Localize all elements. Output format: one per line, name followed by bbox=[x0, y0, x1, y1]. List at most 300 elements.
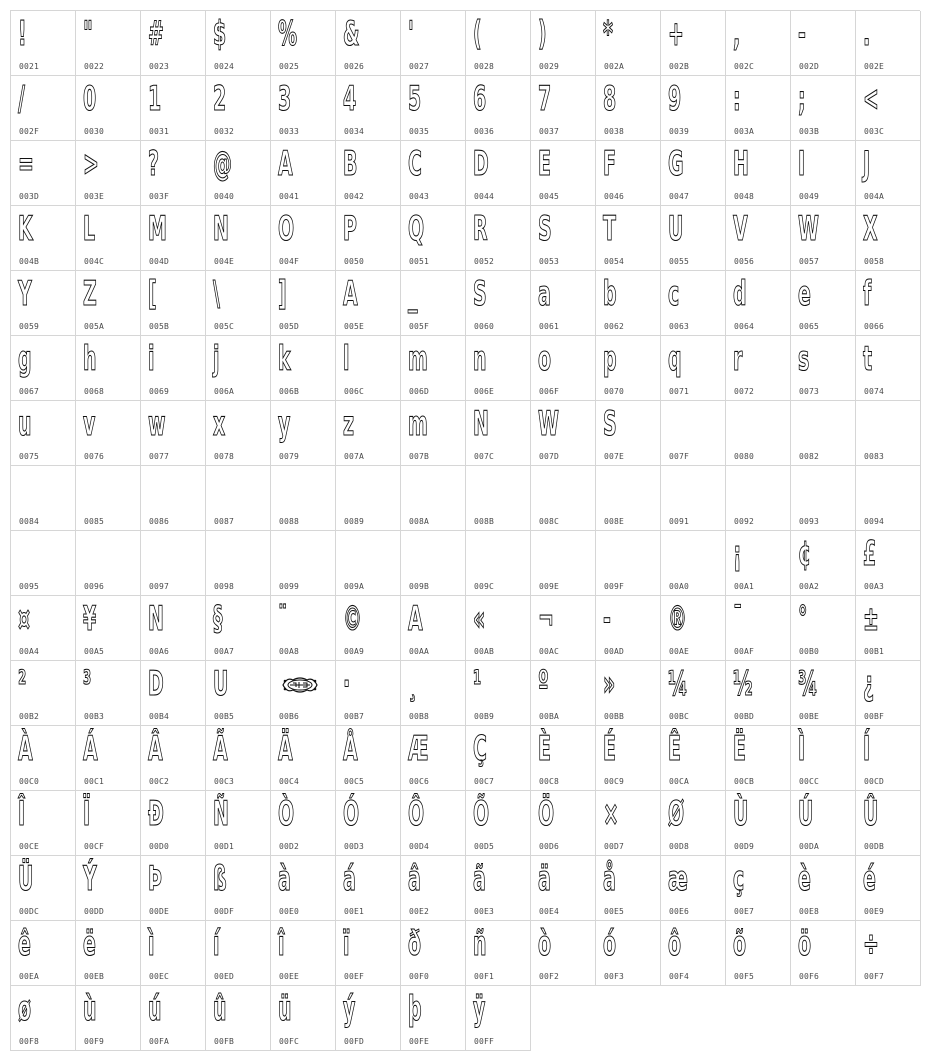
glyph-sample: J bbox=[863, 144, 871, 184]
glyph-sample: © bbox=[343, 599, 362, 639]
glyph-cell[interactable] bbox=[466, 661, 531, 726]
glyph-cell[interactable] bbox=[336, 76, 401, 141]
glyph-cell[interactable] bbox=[336, 661, 401, 726]
glyph-cell[interactable] bbox=[466, 11, 531, 76]
glyph-cell[interactable] bbox=[791, 76, 856, 141]
glyph-cell[interactable] bbox=[271, 661, 336, 726]
glyph-code-label: 0051 bbox=[409, 257, 430, 266]
glyph-cell[interactable] bbox=[531, 466, 596, 531]
glyph-cell[interactable] bbox=[466, 466, 531, 531]
glyph-cell[interactable] bbox=[206, 11, 271, 76]
glyph-cell[interactable] bbox=[206, 206, 271, 271]
glyph-cell[interactable] bbox=[531, 336, 596, 401]
glyph-cell[interactable] bbox=[141, 986, 206, 1051]
glyph-code-label: 006F bbox=[539, 387, 560, 396]
glyph-cell[interactable] bbox=[336, 596, 401, 661]
glyph-sample: á bbox=[343, 859, 356, 899]
glyph-cell[interactable] bbox=[11, 791, 76, 856]
glyph-cell[interactable] bbox=[271, 466, 336, 531]
glyph-cell[interactable] bbox=[336, 921, 401, 986]
glyph-cell[interactable] bbox=[206, 466, 271, 531]
glyph-code-label: 00EC bbox=[149, 972, 170, 981]
glyph-cell[interactable] bbox=[726, 336, 791, 401]
glyph-code-label: 00E7 bbox=[734, 907, 755, 916]
glyph-cell[interactable] bbox=[726, 401, 791, 466]
glyph-cell[interactable] bbox=[661, 466, 726, 531]
glyph-cell[interactable] bbox=[401, 11, 466, 76]
glyph-cell[interactable] bbox=[596, 336, 661, 401]
glyph-code-label: 00A5 bbox=[84, 647, 105, 656]
glyph-cell[interactable] bbox=[401, 986, 466, 1051]
glyph-cell[interactable] bbox=[531, 271, 596, 336]
glyph-cell[interactable] bbox=[531, 141, 596, 206]
glyph-cell[interactable] bbox=[856, 921, 921, 986]
glyph-cell[interactable] bbox=[661, 661, 726, 726]
glyph-cell[interactable] bbox=[596, 791, 661, 856]
glyph-cell[interactable] bbox=[856, 531, 921, 596]
glyph-cell[interactable] bbox=[271, 271, 336, 336]
glyph-code-label: 009F bbox=[604, 582, 625, 591]
glyph-cell[interactable] bbox=[336, 271, 401, 336]
glyph-cell[interactable] bbox=[661, 11, 726, 76]
glyph-cell[interactable] bbox=[596, 141, 661, 206]
glyph-cell[interactable] bbox=[76, 466, 141, 531]
glyph-cell[interactable] bbox=[401, 401, 466, 466]
glyph-cell[interactable] bbox=[726, 856, 791, 921]
glyph-code-label: 0045 bbox=[539, 192, 560, 201]
glyph-cell[interactable] bbox=[401, 531, 466, 596]
glyph-cell[interactable] bbox=[791, 466, 856, 531]
glyph-sample: û bbox=[213, 989, 227, 1029]
glyph-code-label: 0021 bbox=[19, 62, 40, 71]
glyph-cell[interactable] bbox=[11, 11, 76, 76]
glyph-cell[interactable] bbox=[336, 531, 401, 596]
glyph-code-label: 007F bbox=[669, 452, 690, 461]
glyph-cell[interactable] bbox=[76, 791, 141, 856]
glyph-cell[interactable] bbox=[76, 661, 141, 726]
glyph-sample: ¾ bbox=[798, 664, 818, 704]
glyph-cell[interactable] bbox=[11, 856, 76, 921]
glyph-cell[interactable] bbox=[856, 596, 921, 661]
glyph-cell[interactable] bbox=[11, 661, 76, 726]
glyph-cell[interactable] bbox=[336, 141, 401, 206]
glyph-code-label: 009E bbox=[539, 582, 560, 591]
glyph-cell[interactable] bbox=[856, 11, 921, 76]
glyph-cell[interactable] bbox=[271, 11, 336, 76]
glyph-cell[interactable] bbox=[596, 921, 661, 986]
glyph-cell[interactable] bbox=[531, 76, 596, 141]
glyph-cell[interactable] bbox=[141, 11, 206, 76]
glyph-cell[interactable] bbox=[856, 336, 921, 401]
glyph-cell[interactable] bbox=[726, 596, 791, 661]
glyph-cell[interactable] bbox=[11, 271, 76, 336]
glyph-cell[interactable] bbox=[11, 206, 76, 271]
glyph-cell[interactable] bbox=[76, 986, 141, 1051]
glyph-cell[interactable] bbox=[596, 661, 661, 726]
glyph-code-label: 0044 bbox=[474, 192, 495, 201]
glyph-sample: î bbox=[278, 924, 285, 964]
glyph-cell[interactable] bbox=[11, 531, 76, 596]
glyph-cell[interactable] bbox=[466, 531, 531, 596]
glyph-cell[interactable] bbox=[466, 141, 531, 206]
glyph-cell[interactable] bbox=[141, 141, 206, 206]
glyph-cell[interactable] bbox=[11, 596, 76, 661]
glyph-code-label: 00E5 bbox=[604, 907, 625, 916]
glyph-code-label: 00F3 bbox=[604, 972, 625, 981]
glyph-cell[interactable] bbox=[661, 856, 726, 921]
glyph-cell[interactable] bbox=[661, 531, 726, 596]
glyph-cell[interactable] bbox=[726, 76, 791, 141]
glyph-cell[interactable] bbox=[466, 206, 531, 271]
glyph-cell[interactable] bbox=[726, 466, 791, 531]
glyph-cell[interactable] bbox=[206, 531, 271, 596]
glyph-cell[interactable] bbox=[661, 271, 726, 336]
glyph-cell[interactable] bbox=[141, 76, 206, 141]
glyph-sample: Ï bbox=[83, 794, 91, 834]
glyph-cell[interactable] bbox=[531, 921, 596, 986]
glyph-cell[interactable] bbox=[401, 856, 466, 921]
glyph-cell[interactable] bbox=[531, 856, 596, 921]
glyph-cell[interactable] bbox=[856, 401, 921, 466]
glyph-cell[interactable] bbox=[596, 856, 661, 921]
glyph-sample: ( bbox=[473, 14, 482, 54]
glyph-cell[interactable] bbox=[206, 856, 271, 921]
glyph-code-label: 00AB bbox=[474, 647, 495, 656]
glyph-cell[interactable] bbox=[531, 11, 596, 76]
glyph-cell[interactable] bbox=[271, 76, 336, 141]
glyph-sample: X bbox=[863, 209, 878, 249]
glyph-cell[interactable] bbox=[76, 531, 141, 596]
glyph-cell[interactable] bbox=[791, 271, 856, 336]
glyph-cell[interactable] bbox=[466, 791, 531, 856]
glyph-cell[interactable] bbox=[466, 856, 531, 921]
glyph-cell[interactable] bbox=[596, 11, 661, 76]
glyph-code-label: 008E bbox=[604, 517, 625, 526]
glyph-cell[interactable] bbox=[531, 531, 596, 596]
glyph-cell[interactable] bbox=[76, 11, 141, 76]
glyph-cell[interactable] bbox=[466, 76, 531, 141]
glyph-code-label: 003A bbox=[734, 127, 755, 136]
glyph-sample: w bbox=[148, 404, 166, 444]
glyph-cell[interactable] bbox=[531, 206, 596, 271]
glyph-sample: 2 bbox=[213, 79, 227, 119]
glyph-cell[interactable] bbox=[661, 921, 726, 986]
glyph-cell[interactable] bbox=[726, 141, 791, 206]
glyph-cell[interactable] bbox=[401, 76, 466, 141]
glyph-code-label: 006B bbox=[279, 387, 300, 396]
glyph-code-label: 0037 bbox=[539, 127, 560, 136]
glyph-sample: S bbox=[603, 404, 617, 444]
glyph-cell[interactable] bbox=[661, 76, 726, 141]
glyph-sample: x bbox=[213, 404, 226, 444]
glyph-cell[interactable] bbox=[726, 271, 791, 336]
glyph-cell[interactable] bbox=[661, 726, 726, 791]
glyph-sample: ä bbox=[538, 859, 551, 899]
glyph-code-label: 00F8 bbox=[19, 1037, 40, 1046]
glyph-code-label: 0041 bbox=[279, 192, 300, 201]
glyph-cell[interactable] bbox=[141, 661, 206, 726]
glyph-code-label: 00E8 bbox=[799, 907, 820, 916]
glyph-cell[interactable] bbox=[791, 336, 856, 401]
glyph-cell[interactable] bbox=[271, 336, 336, 401]
glyph-cell[interactable] bbox=[271, 596, 336, 661]
glyph-cell[interactable] bbox=[726, 726, 791, 791]
glyph-cell[interactable] bbox=[76, 76, 141, 141]
glyph-cell[interactable] bbox=[206, 661, 271, 726]
glyph-cell[interactable] bbox=[336, 986, 401, 1051]
glyph-sample: g bbox=[18, 339, 32, 379]
glyph-cell[interactable] bbox=[726, 791, 791, 856]
glyph-cell[interactable] bbox=[661, 336, 726, 401]
glyph-sample: ! bbox=[18, 14, 27, 54]
glyph-code-label: 0073 bbox=[799, 387, 820, 396]
glyph-cell[interactable] bbox=[141, 921, 206, 986]
glyph-sample: 4 bbox=[343, 79, 357, 119]
glyph-cell[interactable] bbox=[206, 986, 271, 1051]
glyph-code-label: 0072 bbox=[734, 387, 755, 396]
glyph-cell[interactable] bbox=[791, 791, 856, 856]
glyph-cell[interactable] bbox=[206, 726, 271, 791]
glyph-code-label: 00D3 bbox=[344, 842, 365, 851]
glyph-cell[interactable] bbox=[11, 336, 76, 401]
glyph-code-label: 007D bbox=[539, 452, 560, 461]
glyph-sample: _ bbox=[408, 274, 418, 314]
glyph-cell[interactable] bbox=[206, 596, 271, 661]
glyph-code-label: 00C3 bbox=[214, 777, 235, 786]
glyph-cell[interactable] bbox=[141, 466, 206, 531]
glyph-sample: ö bbox=[798, 924, 812, 964]
glyph-cell[interactable] bbox=[531, 726, 596, 791]
glyph-cell[interactable] bbox=[401, 791, 466, 856]
glyph-cell[interactable] bbox=[856, 206, 921, 271]
glyph-cell[interactable] bbox=[271, 726, 336, 791]
glyph-sample: U bbox=[213, 664, 229, 704]
glyph-cell[interactable] bbox=[466, 986, 531, 1051]
glyph-cell[interactable] bbox=[271, 791, 336, 856]
glyph-cell[interactable] bbox=[141, 596, 206, 661]
glyph-sample: ¸ bbox=[408, 664, 418, 704]
glyph-sample: - bbox=[798, 14, 806, 54]
glyph-cell[interactable] bbox=[336, 336, 401, 401]
glyph-cell[interactable] bbox=[336, 401, 401, 466]
glyph-cell[interactable] bbox=[401, 271, 466, 336]
glyph-cell[interactable] bbox=[856, 141, 921, 206]
glyph-cell[interactable] bbox=[596, 401, 661, 466]
glyph-cell[interactable] bbox=[141, 791, 206, 856]
glyph-cell[interactable] bbox=[76, 856, 141, 921]
glyph-cell[interactable] bbox=[336, 726, 401, 791]
glyph-code-label: 00F1 bbox=[474, 972, 495, 981]
glyph-sample: × bbox=[603, 794, 619, 834]
glyph-cell[interactable] bbox=[141, 271, 206, 336]
glyph-cell[interactable] bbox=[856, 856, 921, 921]
glyph-cell[interactable] bbox=[271, 921, 336, 986]
glyph-cell[interactable] bbox=[76, 401, 141, 466]
glyph-cell[interactable] bbox=[791, 596, 856, 661]
glyph-cell[interactable] bbox=[401, 141, 466, 206]
glyph-cell[interactable] bbox=[271, 401, 336, 466]
glyph-cell[interactable] bbox=[141, 336, 206, 401]
glyph-cell[interactable] bbox=[76, 271, 141, 336]
glyph-cell[interactable] bbox=[661, 791, 726, 856]
glyph-cell[interactable] bbox=[791, 11, 856, 76]
glyph-cell[interactable] bbox=[11, 921, 76, 986]
glyph-code-label: 00F9 bbox=[84, 1037, 105, 1046]
glyph-cell[interactable] bbox=[206, 271, 271, 336]
glyph-sample: v bbox=[83, 404, 96, 444]
glyph-cell[interactable] bbox=[76, 206, 141, 271]
glyph-code-label: 00AF bbox=[734, 647, 755, 656]
glyph-cell[interactable] bbox=[11, 726, 76, 791]
glyph-cell[interactable] bbox=[336, 206, 401, 271]
glyph-cell[interactable] bbox=[596, 466, 661, 531]
glyph-cell[interactable] bbox=[791, 141, 856, 206]
glyph-code-label: 00BD bbox=[734, 712, 755, 721]
glyph-cell[interactable] bbox=[271, 206, 336, 271]
glyph-cell[interactable] bbox=[726, 206, 791, 271]
glyph-sample: Ú bbox=[798, 794, 814, 834]
glyph-cell[interactable] bbox=[466, 271, 531, 336]
glyph-cell[interactable] bbox=[271, 986, 336, 1051]
glyph-cell[interactable] bbox=[76, 596, 141, 661]
glyph-code-label: 002E bbox=[864, 62, 885, 71]
glyph-cell[interactable] bbox=[401, 336, 466, 401]
glyph-cell[interactable] bbox=[466, 401, 531, 466]
glyph-code-label: 0088 bbox=[279, 517, 300, 526]
glyph-cell[interactable] bbox=[791, 921, 856, 986]
glyph-sample: ë bbox=[83, 924, 96, 964]
glyph-cell[interactable] bbox=[856, 466, 921, 531]
glyph-cell[interactable] bbox=[596, 206, 661, 271]
glyph-code-label: 00EB bbox=[84, 972, 105, 981]
glyph-cell[interactable] bbox=[141, 206, 206, 271]
glyph-cell[interactable] bbox=[726, 11, 791, 76]
glyph-cell[interactable] bbox=[466, 921, 531, 986]
glyph-cell[interactable] bbox=[791, 661, 856, 726]
glyph-code-label: 0084 bbox=[19, 517, 40, 526]
glyph-cell[interactable] bbox=[401, 726, 466, 791]
glyph-cell[interactable] bbox=[141, 726, 206, 791]
glyph-code-label: 007C bbox=[474, 452, 495, 461]
glyph-cell[interactable] bbox=[271, 856, 336, 921]
glyph-code-label: 005A bbox=[84, 322, 105, 331]
glyph-cell[interactable] bbox=[76, 336, 141, 401]
glyph-cell[interactable] bbox=[531, 791, 596, 856]
glyph-code-label: 0022 bbox=[84, 62, 105, 71]
glyph-cell[interactable] bbox=[466, 596, 531, 661]
glyph-cell[interactable] bbox=[726, 661, 791, 726]
glyph-cell[interactable] bbox=[791, 856, 856, 921]
glyph-sample: z bbox=[343, 404, 355, 444]
glyph-sample: % bbox=[278, 14, 298, 54]
glyph-cell[interactable] bbox=[531, 596, 596, 661]
glyph-code-label: 00FC bbox=[279, 1037, 300, 1046]
glyph-cell[interactable] bbox=[76, 726, 141, 791]
glyph-cell[interactable] bbox=[336, 466, 401, 531]
glyph-cell[interactable] bbox=[856, 791, 921, 856]
glyph-cell[interactable] bbox=[791, 726, 856, 791]
glyph-cell[interactable] bbox=[11, 466, 76, 531]
glyph-code-label: 0039 bbox=[669, 127, 690, 136]
glyph-sample: Ð bbox=[148, 794, 164, 834]
glyph-cell[interactable] bbox=[596, 76, 661, 141]
glyph-cell[interactable] bbox=[726, 531, 791, 596]
glyph-cell[interactable] bbox=[141, 856, 206, 921]
glyph-cell[interactable] bbox=[726, 921, 791, 986]
glyph-sample: Ô bbox=[408, 794, 425, 834]
glyph-sample: ý bbox=[343, 989, 356, 1029]
glyph-sample: Æ bbox=[408, 729, 429, 769]
glyph-cell[interactable] bbox=[401, 596, 466, 661]
glyph-cell[interactable] bbox=[76, 141, 141, 206]
glyph-cell[interactable] bbox=[791, 531, 856, 596]
glyph-sample: ü bbox=[278, 989, 292, 1029]
glyph-cell[interactable] bbox=[401, 661, 466, 726]
glyph-cell[interactable] bbox=[661, 596, 726, 661]
glyph-cell[interactable] bbox=[791, 401, 856, 466]
glyph-cell[interactable] bbox=[11, 76, 76, 141]
glyph-cell[interactable] bbox=[596, 726, 661, 791]
glyph-cell[interactable] bbox=[271, 141, 336, 206]
glyph-cell[interactable] bbox=[596, 271, 661, 336]
glyph-cell[interactable] bbox=[206, 791, 271, 856]
glyph-cell[interactable] bbox=[11, 401, 76, 466]
glyph-code-label: 00FE bbox=[409, 1037, 430, 1046]
glyph-cell[interactable] bbox=[206, 401, 271, 466]
glyph-cell[interactable] bbox=[206, 76, 271, 141]
glyph-sample: Ä bbox=[278, 729, 293, 769]
glyph-cell[interactable] bbox=[531, 401, 596, 466]
glyph-cell[interactable] bbox=[401, 466, 466, 531]
glyph-sample: W bbox=[538, 404, 559, 444]
glyph-cell[interactable] bbox=[206, 336, 271, 401]
glyph-cell[interactable] bbox=[596, 531, 661, 596]
glyph-sample: ± bbox=[863, 599, 879, 639]
glyph-cell[interactable] bbox=[661, 401, 726, 466]
glyph-code-label: 00C2 bbox=[149, 777, 170, 786]
glyph-code-label: 0027 bbox=[409, 62, 430, 71]
glyph-cell[interactable] bbox=[791, 206, 856, 271]
glyph-cell[interactable] bbox=[141, 401, 206, 466]
glyph-cell[interactable] bbox=[336, 791, 401, 856]
glyph-cell[interactable] bbox=[271, 531, 336, 596]
glyph-code-label: 00FD bbox=[344, 1037, 365, 1046]
glyph-cell[interactable] bbox=[466, 336, 531, 401]
glyph-cell[interactable] bbox=[661, 141, 726, 206]
glyph-cell[interactable] bbox=[141, 531, 206, 596]
glyph-sample: : bbox=[733, 79, 741, 119]
glyph-cell[interactable] bbox=[596, 596, 661, 661]
glyph-cell[interactable] bbox=[401, 921, 466, 986]
glyph-cell[interactable] bbox=[856, 76, 921, 141]
glyph-cell[interactable] bbox=[76, 921, 141, 986]
glyph-cell[interactable] bbox=[336, 856, 401, 921]
glyph-cell[interactable] bbox=[11, 141, 76, 206]
glyph-cell[interactable] bbox=[856, 726, 921, 791]
glyph-cell[interactable] bbox=[401, 206, 466, 271]
glyph-cell[interactable] bbox=[11, 986, 76, 1051]
glyph-cell[interactable] bbox=[336, 11, 401, 76]
glyph-cell[interactable] bbox=[661, 206, 726, 271]
glyph-cell[interactable] bbox=[466, 726, 531, 791]
glyph-cell[interactable] bbox=[531, 661, 596, 726]
glyph-cell[interactable] bbox=[206, 921, 271, 986]
glyph-sample: Z bbox=[83, 274, 97, 314]
glyph-cell[interactable] bbox=[206, 141, 271, 206]
glyph-sample: ø bbox=[18, 989, 32, 1029]
glyph-cell[interactable] bbox=[856, 271, 921, 336]
glyph-cell[interactable] bbox=[856, 661, 921, 726]
